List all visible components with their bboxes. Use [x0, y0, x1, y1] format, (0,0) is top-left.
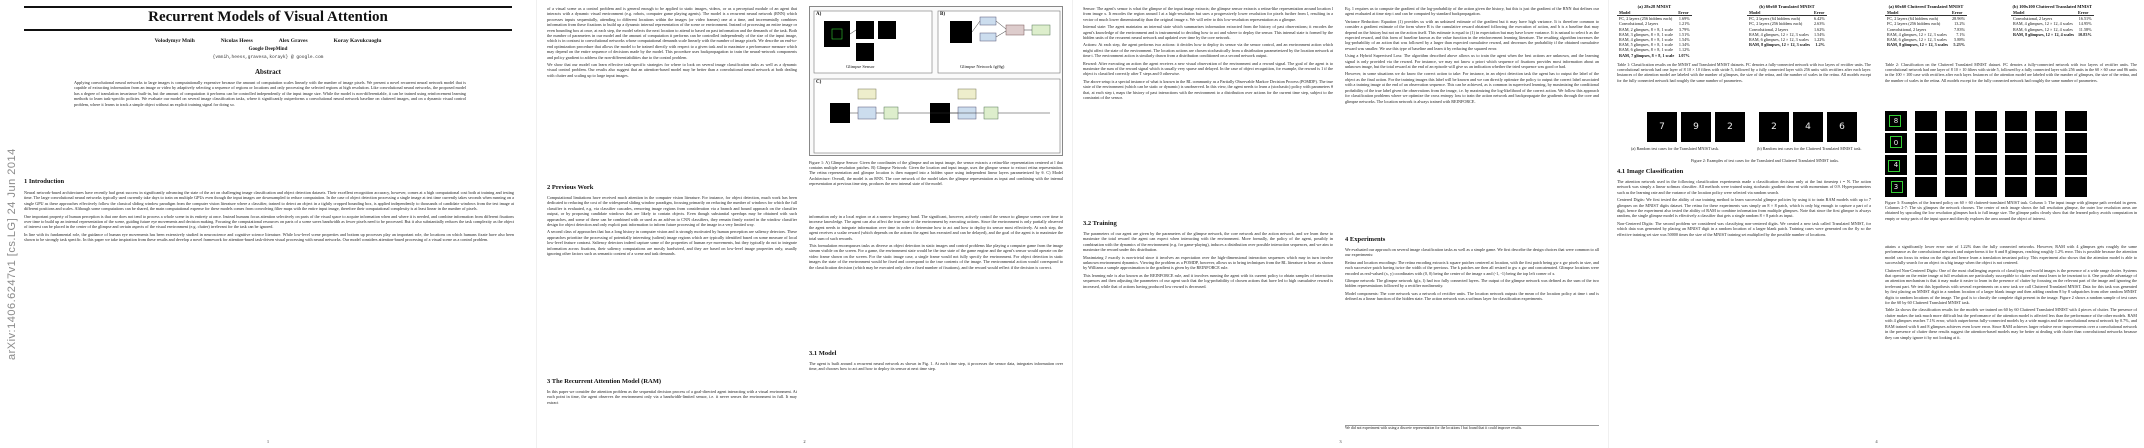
- title-rule-bottom: [24, 29, 512, 31]
- table-header-error: Error: [2076, 10, 2094, 16]
- glimpse-thumbnail: [2035, 111, 2057, 131]
- table-cell-model: FC, 2 layers (256 hiddens each): [1619, 16, 1673, 22]
- previous-work-text: [547, 195, 797, 375]
- table-2a-cluttered-60: [1885, 4, 1967, 47]
- figure-2b-caption: (b) Random test cases for the Cluttered Translated MNIST task.: [1757, 146, 1862, 151]
- arxiv-stamp: arXiv:1406.6247v1 [cs.LG] 24 Jun 2014: [6, 148, 18, 360]
- body-paragraph: The attention network used in the following classification experiments made a classification decision only at the last timestep t = N. The action network was simply a linear softmax classifier. All methods were trained using stochastic gradient descent with momentum of 0.9. Hyperparameters such as the learning rate and the variance of the location policy were selected via random search.: [1617, 179, 1871, 195]
- table-row: [1747, 21, 1827, 26]
- author-name: Alex Graves: [278, 38, 308, 44]
- body-paragraph: Neural network-based architectures have recently had great success in significantly advancing the state of the art on challenging image classification and object detection datasets. Their excellent recognition accuracy, however, comes at a high computational cost both at training and testing time. The large convolutional neural networks typically used currently take days to train on multiple GPUs even though the input images are downsampled to reduce computation. In the case of object detection processing a single image at test time currently takes seconds when running on a single GPU as these approaches effectively follow the classical sliding window paradigm from the computer vision literature where a classifier, trained to detect an object in a tightly cropped bounding box, is applied independently to thousands of candidate windows from the test image at different positions and scales. Although some computations can be shared, the main computational expense for these models comes from convolving filter maps with the entire input image, therefore their computational complexity is at least linear in the number of pixels.: [24, 190, 514, 212]
- table-cell-error: 1.69%: [1678, 16, 1690, 22]
- table-cell-model: RAM, 4 glimpses, 8 × 8, 1 scale: [1619, 37, 1674, 43]
- experiments-text: [1345, 247, 1599, 423]
- glimpse-thumbnail: 4: [1885, 155, 1907, 175]
- table-cell-error: 7.1%: [1956, 31, 1965, 37]
- body-paragraph: This learning rule is also known as the REINFORCE rule, and it involves running the agent with its current policy to obtain samples of interaction sequences and then adjusting the parameters of our agent such that the log-probability of chosen actions that have led to high cumulative reward is increased, while that of actions having produced low reward is decreased.: [1083, 272, 1333, 289]
- body-paragraph: The above setup is a special instance of what is known in the RL community as a Partially Observable Markov Decision Process (POMDP). The true state of the environment (which can be static or dynamic) is unobserved. In this view, the agent needs to learn a (stochastic) policy with parameters θ that, at each step t, maps the history of past interactions with the environment to a distribution over actions for the current time step, subject to the constraint of the sensor.: [1083, 78, 1333, 101]
- table-header-model: Model: [2011, 10, 2076, 16]
- table-1b-translated-mnist: [1747, 4, 1827, 47]
- section-heading-image-classification: 4.1 Image Classification: [1617, 168, 1684, 175]
- glimpse-thumbnail: [2005, 177, 2027, 197]
- figure-3-glimpse-grid: [1885, 111, 2135, 197]
- body-paragraph: Centered Digits: We first tested the ability of our training method to learn successful glimpse policies by using it to train RAM models with up to 7 glimpses on the MNIST digits dataset. The retina for these experiments was simply an 8 × 8 patch, which is only big enough to capture a part of a digit, hence the experiment also tested the ability of RAM to combine information from multiple glimpses. Note that since the first glimpse is always random, the single glimpse model is effectively a classifier that gets a single random 8 × 8 patch as input.: [1617, 197, 1871, 219]
- table-cell-model: RAM, 8 glimpses, 12 × 12, 3 scales: [1887, 42, 1949, 48]
- table-1a-mnist: [1617, 4, 1692, 58]
- body-column-right-top: [1345, 6, 1599, 232]
- body-paragraph: In this paper we consider the attention problem as the sequential decision process of a goal-directed agent interacting with a visual environment. At each point in time, the agent observes the environment only via a bandwidth-limited sensor, i.e. it never senses the environment in full. It may extract: [547, 389, 797, 405]
- author-name: Koray Kavukcuoglu: [333, 38, 382, 44]
- section-heading-model: 3.1 Model: [809, 350, 837, 357]
- digit-thumbnail: 2: [1715, 112, 1745, 142]
- table-cell-model: RAM, 6 glimpses, 12 × 12, 3 scales: [1887, 37, 1947, 43]
- glimpse-thumbnail: 0: [1885, 133, 1907, 153]
- glimpse-thumbnail: [2035, 177, 2057, 197]
- table-row: [1885, 42, 1967, 47]
- section-heading-ram: 3 The Recurrent Attention Model (RAM): [547, 378, 662, 385]
- body-paragraph: We evaluated our approach on several image classification tasks as well as a simple game. We first describe the design choices that were common to all our experiments:: [1345, 247, 1599, 258]
- table-cell-model: RAM, 4 glimpses, 12 × 12, 3 scales: [1887, 31, 1947, 37]
- glimpse-thumbnail: [1945, 133, 1967, 153]
- glimpse-thumbnail: [1975, 177, 1997, 197]
- glimpse-thumbnail: [1915, 155, 1937, 175]
- table-cell-model: RAM, 4 glimpses, 12 × 12, 4 scales: [2013, 21, 2073, 27]
- table-cell-model: RAM, 7 glimpses, 8 × 8, 1 scale: [1619, 52, 1675, 58]
- table-row: [1885, 21, 1967, 26]
- table-row: [2011, 21, 2094, 26]
- table-cell-model: RAM, 5 glimpses, 8 × 8, 1 scale: [1619, 42, 1674, 48]
- body-paragraph: Non-Centered Digits: The second problem we considered was classifying non-centered digits. We created a new task called Translated MNIST, for which data was generated by placing an MNIST digit in a random location of a larger blank patch. Training cases were generated on the fly so the effective training set size was 50000 times the size of the MNIST training set multiplied by the possible number of locations.: [1617, 220, 1871, 237]
- body-paragraph: Reward: After executing an action the agent receives a new visual observation of the environment and a reward signal. The goal of the agent is to maximize the sum of the reward signal which is usually very sparse and delayed. In the case of object recognition, for example, the reward is 1 if the object is classified correctly after T steps and 0 otherwise.: [1083, 60, 1333, 77]
- table-cell-model: FC, 2 layers (64 hiddens each): [1749, 16, 1801, 22]
- page-number: 4: [1875, 439, 1878, 444]
- table-cell-error: 14.95%: [2078, 21, 2092, 27]
- glimpse-thumbnail: [2035, 133, 2057, 153]
- glimpse-thumbnail: [1915, 133, 1937, 153]
- body-paragraph: Maximizing J exactly is non-trivial since it involves an expectation over the high-dimensional interaction sequences which may in turn involve unknown environment dynamics. Viewing the problem as a POMDP, however, allows us to bring techniques from the RL literature to bear: as shown by Williams a sample approximation to the gradient is given by the REINFORCE rule.: [1083, 254, 1333, 271]
- table-row: [1747, 42, 1827, 47]
- figure-1-label-c: C): [816, 80, 822, 85]
- body-paragraph: In line with its fundamental role, the guidance of human eye movements has been extensively studied in neuroscience and cognitive science literature. While low-level scene properties and bottom up processes play an important role, the locations on which humans fixate have also been shown to be strongly task specific. In this paper we take inspiration from these results and develop a novel framework for attention-based task-driven visual processing with neural networks. Our model considers attention-based processing of a visual scene as a control problem.: [24, 231, 514, 243]
- table-header-model: Model: [1617, 10, 1676, 16]
- figure-1-label-a: A): [816, 12, 822, 17]
- table-cell-model: Convolutional, 2 layers: [2013, 16, 2053, 22]
- table-title: (b) 100x100 Cluttered Translated MNIST: [2012, 4, 2093, 9]
- table-cell-error: 5.88%: [1954, 37, 1965, 43]
- page-number: 2: [803, 439, 806, 444]
- body-paragraph: The agent is built around a recurrent neural network as shown in Fig. 1. At each time step, it processes the sensor data, integrates information over time, and chooses how to act and how to deploy its sensor at next time step.: [809, 361, 1063, 372]
- table-row: [2011, 32, 2094, 37]
- glimpse-thumbnail: 8: [1885, 111, 1907, 131]
- glimpse-thumbnail: [2005, 155, 2027, 175]
- table-cell-error: 1.34%: [1678, 42, 1690, 48]
- body-paragraph: information only in a local region or at a narrow frequency band. The significant, however, actively control the sensor to glimpse scenes over time to increase knowledge. The agent can also affect the true state of the environment by executing actions. Since the environment is only partially observed the agent needs to integrate information over time in order to determine how to act and how to deploy its sensor most effectively. At each step, the agent receives a scalar reward (which depends on the actions the agent has executed and can be delayed), and the goal of the agent is to maximize the total sum of such rewards.: [809, 214, 1063, 241]
- digit-thumbnail: 2: [1759, 112, 1789, 142]
- body-paragraph: This formulation encompasses tasks as diverse as object detection in static images and control problems like playing a computer game from the image stream visible on the screen. For a game, the environment state would be the true state of the game engine and the agent's sensor would operate on the video frame shown on the screen. For the static image case, a single frame would not fully specify the environment. For object detection in static images the state of the environment would be fixed and correspond to the true contents of the image. The environmental action would correspond to the classification decision (which may be executed only after a fixed number of fixations), and the reward would reflect if the decision is correct.: [809, 243, 1063, 270]
- abstract-text: [74, 80, 466, 172]
- table-cell-model: FC, 2 layers (256 hiddens each): [1887, 21, 1941, 27]
- body-paragraph: Model components: The core network was a network of rectifier units. The location network outputs the mean of the location policy at time t and is defined as a linear function of the hidden state. The action network was a softmax layer for classification experiments.: [1345, 290, 1599, 302]
- author-name: Volodymyr Mnih: [154, 38, 195, 44]
- section-heading-experiments: 4 Experiments: [1345, 236, 1386, 243]
- body-paragraph: attains a significantly lower error rate of 1.22% than the fully connected networks. However, RAM with 4 glimpses gets roughly the same performance as the convolutional network and outperforms it for 6 and 8 glimpses, reaching roughly 1.2% error. This is possible because the attention model can focus its retina on the digit and hence learn a translation invariant policy. This experiment also shows that the attention model is able to successfully search for an object in a big image when the object is not centered.: [1885, 244, 2137, 266]
- image-classification-text: [1617, 179, 1871, 437]
- figure-1-label-glimpse-network: Glimpse Network fg(θg): [960, 64, 1005, 69]
- body-paragraph: of a visual scene as a control problem and is general enough to be applied to static images, videos, or as a perceptual module of an agent that interacts with a dynamic visual environment (e.g. robots, computer game playing agents). The model is a recurrent neural network (RNN) which processes inputs sequentially, attending to different locations within the images (or video frames) one at a time, and incrementally combines information from these fixations to build up a dynamic internal representation of the scene or environment. Instead of processing an entire image or even bounding box at once, at each step, the model selects the next location to attend to based on past information and the demands of the task. Both the number of parameters in our model and the amount of computation it performs can be controlled independently of the size of the input image, which is in contrast to convolutional networks whose computational demands scale linearly with the number of image pixels. We describe an end-to-end optimization procedure that allows the model to be trained directly with respect to a given task and to maximize a performance measure which may depend on the entire sequence of decisions made by the model. This procedure uses backpropagation to train the neural-network components and policy gradient to address the non-differentiabilities due to the control problem.: [547, 6, 797, 60]
- introduction-text: [24, 190, 514, 436]
- digit-thumbnail: 6: [1827, 112, 1857, 142]
- table-header-error: Error: [1676, 10, 1692, 16]
- table-cell-error: 1.54%: [1678, 37, 1690, 43]
- glimpse-thumbnail: 3: [1885, 177, 1907, 197]
- table-cell-model: RAM, 8 glimpses, 12 × 12, 3 scales: [1749, 42, 1811, 48]
- table-cell-model: Convolutional, 2 layers: [1619, 21, 1659, 27]
- table-cell-error: 2.63%: [1814, 21, 1825, 27]
- table-cell-error: 5.23%: [1953, 42, 1965, 48]
- table-cell-model: RAM, 8 glimpses, 12 × 12, 4 scales: [2013, 31, 2075, 37]
- table-cell-model: RAM, 6 glimpses, 12 × 12, 4 scales: [2013, 26, 2073, 32]
- glimpse-thumbnail: [1975, 133, 1997, 153]
- figure-3-row: [1885, 111, 2135, 131]
- abstract-paragraph: Applying convolutional neural networks to large images is computationally expensive because the amount of computation scales linearly with the number of image pixels. We present a novel recurrent neural network model that is capable of extracting information from an image or video by adaptively selecting a sequence of regions or locations and only processing the selected regions at high resolution. Like convolutional neural networks, the proposed model has a degree of translation invariance built-in, but the amount of computation it performs can be controlled independently of the input image size. While the model is non-differentiable, it can be trained using reinforcement learning methods to learn task-specific policies. We evaluate our model on several image classification tasks, where it significantly outperforms a convolutional neural network baseline on cluttered images, and on a dynamic visual control problem, where it learns to track a simple object without an explicit training signal for doing so.: [74, 80, 466, 107]
- body-paragraph: A second class of approaches that has a long history in computer vision and is strongly motivated by human perception are saliency detectors. These approaches prioritize the processing of potentially interesting (salient) image regions which are typically identified based on some measure of local low-level feature contrast. Saliency detectors indeed capture some of the properties of human eye movements, but they typically do not to integrate information across fixations, their saliency computations are mostly hardwired, and they are based on low-level image properties only, usually ignoring other factors such as semantic content of a scene and task demands.: [547, 229, 797, 257]
- glimpse-thumbnail: [2065, 111, 2087, 131]
- paper-page-1: [0, 0, 536, 448]
- body-paragraph: However, in some situations we do know the correct action to take: For instance, in an object detection task the agent has to output the label of the object as the final action. For the training images this label will be known and we can directly optimize the policy to output the correct label associated with a training image at the end of an observation sequence. This can be achieved, as is common in supervised learning, by maximizing the conditional probability of the true label given the observations from the image, i.e. by maximizing the log-likelihood of the correct action. We follow this approach for classification problems where we optimize the cross entropy loss to train the action network and backpropagate the gradients through the core and glimpse networks. The location network is always trained with REINFORCE.: [1345, 71, 1599, 104]
- table-2b-cluttered-100: [2011, 4, 2094, 37]
- glimpse-thumbnail: [2035, 155, 2057, 175]
- body-paragraph: One important property of human perception is that one does not tend to process a whole scene in its entirety at once. Instead humans focus attention selectively on parts of the visual space to acquire information when and where it is needed, and combine information from different fixations over time to build up an internal representation of the scene, guiding future eye movements and decision making. Focusing the computational resources on parts of a scene saves bandwidth as fewer pixels need to be processed. But it also substantially reduces the task complexity as the object of interest can be placed in the center of the glimpse and certain aspects of the visual environment (e.g. clutter) irrelevant for the task can be ignored.: [24, 213, 514, 230]
- body-paragraph: Using a Hybrid Supervised Loss: The algorithm described above allows us to train the agent when the best actions are unknown, and the learning signal is only provided via the reward. For instance, we may not know a priori which sequence of fixations provides most information about an unknown image, but the total reward at the end of an episode will give us an indication whether the tried sequence was good or bad.: [1345, 53, 1599, 70]
- table-cell-error: 6.42%: [1814, 16, 1825, 22]
- table-header-error: Error: [1812, 10, 1827, 16]
- body-paragraph: We show that our model can learn effective task-specific strategies for where to look on several image classification tasks as well as a dynamic visual control problem. Our results also suggest that an attention-based model may be better than a convolutional neural network at both dealing with clutter and scaling up to large input images.: [547, 62, 797, 78]
- table-row: [1617, 53, 1692, 58]
- figure-3-row: [1885, 133, 2135, 153]
- body-column-left-top: [547, 6, 797, 181]
- body-column-right: [809, 214, 1063, 344]
- glimpse-thumbnail: [1945, 155, 1967, 175]
- table-cell-error: 1.2%: [1815, 42, 1825, 48]
- title-rule-top: [24, 6, 512, 8]
- glimpse-thumbnail: [2005, 111, 2027, 131]
- paper-page-4: [1608, 0, 2144, 448]
- page-number: 1: [266, 439, 270, 444]
- table-2-caption: Table 2: Classification on the Cluttered Translated MNIST dataset. FC denotes a fully-connected network with two layers of rectifier units. The convolutional network had one layer of 8 10 × 10 filters with stride 5, followed by a fully connected layer with 256 units in the 60 × 60 case and 86 units in the 100 × 100 case with rectifiers after each layer. Instances of the attention model are labeled with the number of glimpses, the size of the retina, and the number of scales in the retina. All models except for the fully connected network had roughly the same number of parameters.: [1885, 62, 2137, 83]
- table-cell-error: 1.54%: [1814, 31, 1825, 37]
- table-cell-model: RAM, 6 glimpses, 8 × 8, 1 scale: [1619, 47, 1674, 53]
- table-cell-error: 1.12%: [1678, 47, 1690, 53]
- glimpse-thumbnail: [1945, 111, 1967, 131]
- table-cell-model: FC, 2 layers (256 hiddens each): [1749, 21, 1803, 27]
- table-row: [1617, 47, 1692, 52]
- section-heading-training: 3.2 Training: [1083, 220, 1117, 227]
- glimpse-thumbnail: [2005, 133, 2027, 153]
- table-header-error: Error: [1950, 10, 1967, 16]
- paper-title: Recurrent Models of Visual Attention: [148, 9, 388, 25]
- body-paragraph: Retina and location encodings: The retina encoding extracts k square patches centered at location, with the first patch being gw x gw pixels in size, and each successive patch having twice the width of the previous. The k patches are then all resized to gw x gw and concatenated. Glimpse locations were encoded as real-valued (x, y) coordinates with (0, 0) being the center of the image x and (-1, -1) being the top left corner of x.: [1345, 259, 1599, 276]
- table-cell-error: 13.2%: [1954, 21, 1965, 27]
- figure-1-label-glimpse-sensor: Glimpse Sensor: [846, 64, 875, 69]
- table-header-model: Model: [1885, 10, 1950, 16]
- body-paragraph: Variance Reduction: Equation (1) provides us with an unbiased estimate of the gradient but it may have high variance. It is therefore common to consider a gradient estimate of the form where R is the cumulative reward obtained following the execution of action, and b is a baseline that may depend on the history but not on the action itself. This estimate is equal to (1) in expectation but may have lower variance. It is natural to select b as the expected reward, and this form of baseline known as the value function in the reinforcement learning literature. The resulting algorithm increases the log-probability of an action that was followed by a larger than expected cumulative reward, and decreases the probability if the obtained cumulative reward was smaller. We use this type of baseline and learn it by reducing the squared error.: [1345, 18, 1599, 51]
- table-title: (a) 60x60 Cluttered Translated MNIST: [1888, 4, 1964, 9]
- table-cell-error: 28.96%: [1952, 16, 1965, 22]
- paper-page-2: [536, 0, 1072, 448]
- figure-3-row: [1885, 155, 2135, 175]
- section-heading-previous-work: 2 Previous Work: [547, 184, 594, 191]
- table-row: [1617, 21, 1692, 26]
- figure-2-caption: Figure 2: Examples of test cases for the Translated and Cluttered Translated MNIST tasks.: [1691, 158, 1839, 163]
- model-text: [809, 361, 1063, 437]
- glimpse-thumbnail: [1975, 155, 1997, 175]
- figure-3-caption: Figure 3: Examples of the learned policy on 60 × 60 cluttered-translated MNIST task. Column 1: The input image with glimpse path overlaid in green. Columns 2-7: The six glimpses the network chooses. The center of each image shows the full resolution glimpse, the outer low resolution areas are obtained by upscaling the low resolution glimpses back to full image size. The glimpse paths clearly show that the learned policy avoids computation in empty or noisy parts of the input space and directly explores the area around the object of interest.: [1885, 200, 2137, 221]
- table-title: (b) 60x60 Translated MNIST: [1759, 4, 1815, 9]
- figure-2a-caption: (a) Random test cases for the Translated MNIST task.: [1631, 146, 1720, 151]
- glimpse-thumbnail: [2065, 155, 2087, 175]
- table-cell-error: 11.58%: [2078, 26, 2092, 32]
- body-paragraph: The parameters of our agent are given by the parameters of the glimpse network, the core network and the action network, and we learn these to maximize the total reward the agent can expect when interacting with the environment. More formally, the policy of the agent, possibly in combination with the dynamics of the environment (e.g. for game-playing), induces a distribution over possible interaction sequences, and we aim to maximize the reward under this distribution.: [1083, 231, 1333, 253]
- table-1-caption: Table 1: Classification results on the MNIST and Translated MNIST datasets. FC denotes a fully-connected network with two layers of rectifier units. The convolutional network had one layer of 8 10 × 10 filters with stride 5, followed by a fully connected layer with 256 units with rectifiers after each layer. Instances of the attention model are labeled with the number of glimpses, the size of the retina, and the number of scales in the retina. All models except for the fully connected network had roughly the same number of parameters.: [1617, 62, 1871, 83]
- table-cell-model: RAM, 6 glimpses, 12 × 12, 3 scales: [1749, 37, 1809, 43]
- author-emails: {vmnih,heess,gravesa,korayk} @ google.com: [212, 55, 324, 60]
- table-cell-error: 1.22%: [1814, 37, 1825, 43]
- table-cell-model: RAM, 4 glimpses, 12 × 12, 3 scales: [1749, 31, 1809, 37]
- glimpse-thumbnail: [1975, 111, 1997, 131]
- table-cell-error: 7.83%: [1954, 26, 1965, 32]
- body-paragraph: Sensor: The agent's sensor is what the glimpse of the input image extracts; the glimpse sensor extracts a retina-like representation around location l from image x. It encodes the region around l at a high-resolution but uses a progressively lower resolution for pixels further from l, resulting in a vector of much lower dimensionality than the original image x. We will refer to this low-resolution representation as a glimpse.: [1083, 6, 1333, 22]
- table-cell-error: 16.51%: [2078, 16, 2092, 22]
- table-header-model: Model: [1747, 10, 1812, 16]
- digit-thumbnail: 7: [1647, 112, 1677, 142]
- paper-page-3: [1072, 0, 1608, 448]
- section-heading-introduction: 1 Introduction: [24, 178, 65, 185]
- figure-1-model-diagram: [809, 6, 1063, 156]
- table-cell-model: RAM, 2 glimpses, 8 × 8, 1 scale: [1619, 26, 1674, 32]
- affiliation: Google DeepMind: [248, 47, 288, 52]
- figure-1-caption: Figure 1: A) Glimpse Sensor: Given the coordinates of the glimpse and an input image, the sensor extracts a retina-like representation centered at l that contains multiple resolution patches. B) Glimpse Network: Given the location and input image, uses the glimpse sensor to extract retina representation. The retina representation and glimpse location is then mapped into a hidden space using independent linear layers parameterized by θ. C) Model Architecture: Overall, the model is an RNN. The core network of the model takes the glimpse representation as input and combining with the internal representation at previous time step, produces the new internal state of the model.: [809, 160, 1063, 186]
- figure-1-label-b: B): [940, 12, 945, 17]
- digit-thumbnail: 9: [1681, 112, 1711, 142]
- glimpse-thumbnail: [2065, 177, 2087, 197]
- training-text: [1083, 231, 1333, 437]
- table-cell-model: FC, 2 layers (64 hiddens each): [1887, 16, 1939, 22]
- body-column-left-top: [1083, 6, 1333, 216]
- figure-3-row: [1885, 177, 2135, 197]
- table-cell-error: 1.62%: [1814, 26, 1825, 32]
- body-paragraph: Computational limitations have received much attention in the computer vision literature. For instance, for object detection, much work has been dedicated to reducing the cost of the widespread sliding window paradigm, focusing primarily on reducing the number of windows for which the full classifier is evaluated, e.g. via classifier cascades, removing image regions from consideration via a branch and bound approach on the classifier output, or by proposing candidate windows that are likely to contain objects. Even though substantial speedups may be obtained with such approaches, and some of these can be combined with or used as an add-on to CNN classifiers, they remain firmly rooted in the window classifier design for object detection and only exploit past information to inform future processing of the image in a very limited way.: [547, 195, 797, 228]
- table-cell-error: 1.07%: [1678, 52, 1690, 58]
- glimpse-thumbnail: [2065, 133, 2087, 153]
- table-cell-model: Convolutional, 2 layers: [1749, 26, 1789, 32]
- table-cell-error: 3.79%: [1678, 26, 1690, 32]
- body-paragraph: Cluttered Non-Centered Digits: One of the most challenging aspects of classifying real-world images is the presence of a wide range clutter. Systems that operate on the entire image at full resolution are particularly susceptible to clutter and must learn to be invariant to it. One possible advantage of an attention mechanism is that it may make it easier to learn in the presence of clutter by focusing on the relevant part of the image and ignoring the irrelevant part. We test this hypothesis with several experiments on a new task we call Cluttered Translated MNIST. Data for this task was generated by first placing an MNIST digit in a random location of a larger blank image and then adding random 8 by 8 subpatches from other random MNIST digits to random locations of the image. The goal is to classify the complete digit present in the image. Figure 2 shows a random sample of test cases for the 60 by 60 Cluttered Translated MNIST task.: [1885, 267, 2137, 306]
- table-cell-model: RAM, 3 glimpses, 8 × 8, 1 scale: [1619, 31, 1674, 37]
- author-list: [24, 38, 512, 44]
- table-cell-error: 1.51%: [1678, 31, 1690, 37]
- table-cell-error: 10.83%: [2078, 31, 2092, 37]
- table-title: (a) 28x28 MNIST: [1637, 4, 1672, 9]
- glimpse-thumbnail: [1915, 177, 1937, 197]
- ram-intro-text: [547, 389, 797, 437]
- table-cell-model: Convolutional, 2 layers: [1887, 26, 1927, 32]
- glimpse-thumbnail: [1915, 111, 1937, 131]
- body-paragraph: Eq. 1 requires us to compute the gradient of the log-probability of the action given the history, but this is just the gradient of the RNN that defines our agent evaluated at time step t and can be computed by standard backpropagation.: [1345, 6, 1599, 17]
- abstract-heading: Abstract: [254, 68, 282, 76]
- body-paragraph: Actions: At each step, the agent performs two actions: it decides how to deploy its sensor via the sensor control, and an environment action which might affect the state of the environment. The location actions are chosen stochastically from a distribution parameterized by the location network at time t. The environment action is similarly drawn from a distribution conditioned on a second network output.: [1083, 42, 1333, 59]
- page-number: 3: [1339, 439, 1342, 444]
- figure-2-thumbnails-cluttered: [1759, 112, 1869, 148]
- body-paragraph: Glimpse network: The glimpse network fg(x, l) had two fully connected layers. The output of the glimpse network was defined as the sum of the two hidden representations followed by a rectifier nonlinearity.: [1345, 278, 1599, 289]
- body-column-right: [1885, 244, 2137, 437]
- body-paragraph: Internal state: The agent maintains an internal state which summarizes information extracted from the history of past observations; it encodes the agent's knowledge of the environment and is instrumental to deciding how to act and where to deploy the sensor. This internal state is formed by the hidden units of the recurrent neural network and updated over time by the core network.: [1083, 24, 1333, 41]
- glimpse-thumbnail: [1945, 177, 1967, 197]
- digit-thumbnail: 4: [1793, 112, 1823, 142]
- body-paragraph: Table 2a shows the classification results for the models we trained on 60 by 60 Cluttered Translated MNIST with 4 pieces of clutter. The presence of clutter makes the task much more difficult but the performance of the attention model is affected less than the performance of the other models. RAM with 4 glimpses reaches 7.1% error, which outperforms fully-connected models by a wide margin and the convolutional neural network by 0.7%, and RAM trained with 6 and 8 glimpses achieves even lower error. Since RAM achieves larger relative error improvements over a convolutional network in the presence of clutter these results suggest the attention-based models may be better at dealing with clutter than convolutional networks because they can simply ignore it by not looking at it.: [1885, 307, 2137, 340]
- footnote: We did not experiment with using a discrete representation for the locations l but found that it could improve results.: [1345, 425, 1599, 437]
- author-name: Nicolas Heess: [220, 38, 253, 44]
- figure-1-svg: [810, 7, 1064, 157]
- table-cell-error: 1.21%: [1678, 21, 1690, 27]
